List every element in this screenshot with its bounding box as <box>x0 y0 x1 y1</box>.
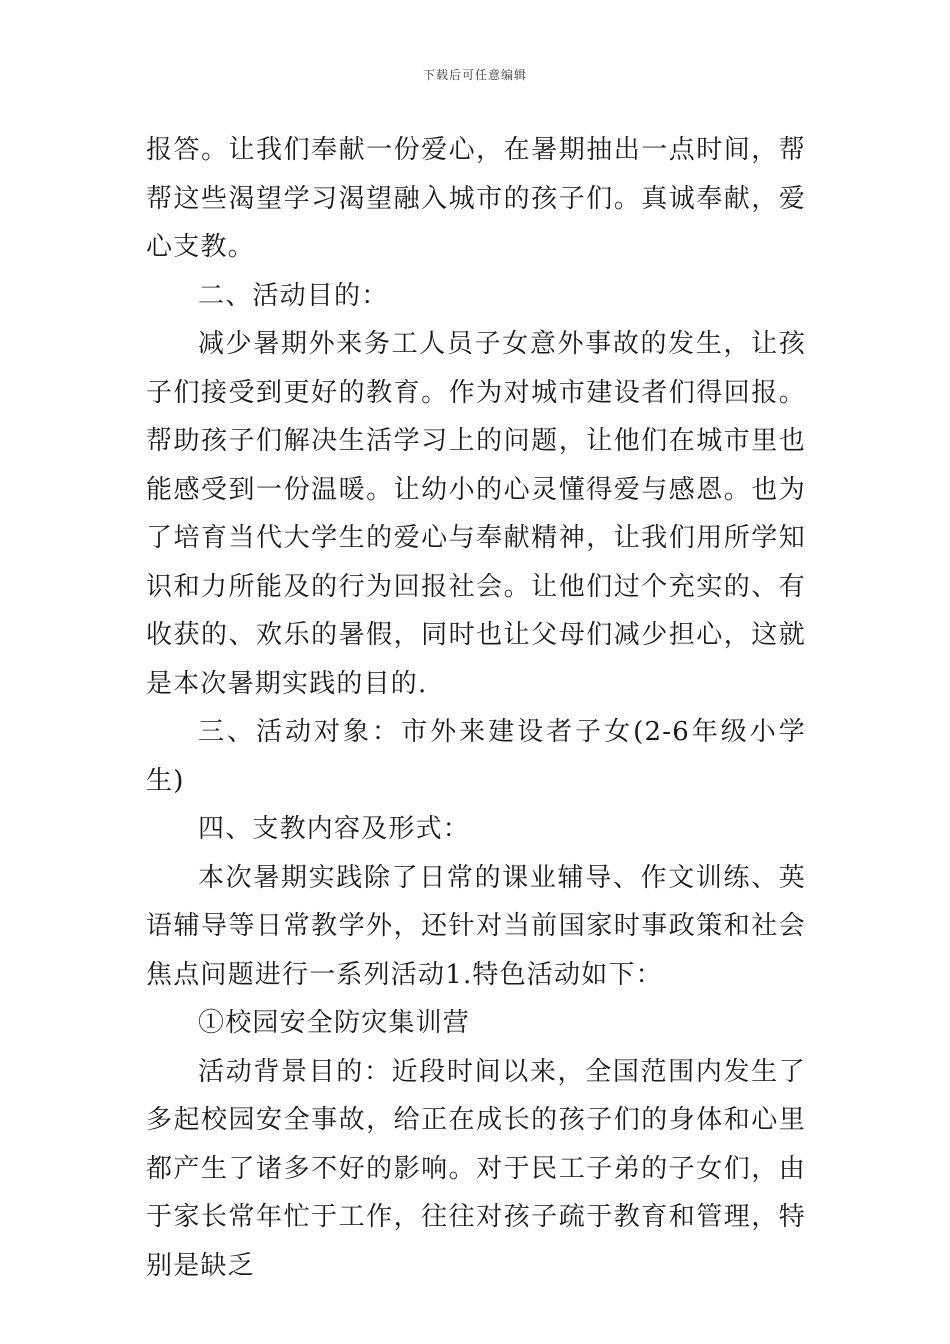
section-heading-activity-target: 三、活动对象：市外来建设者子女(2-6年级小学生) <box>146 717 806 796</box>
paragraph-teaching-content: 本次暑期实践除了日常的课业辅导、作文训练、英语辅导等日常教学外，还针对当前国家时事政策和社会焦点问题进行一系列活动1.特色活动如下： <box>146 862 806 990</box>
paragraph-activity-purpose: 减少暑期外来务工人员子女意外事故的发生，让孩子们接受到更好的教育。作为对城市建设者们得回报。帮助孩子们解决生活学习上的问题，让他们在城市里也能感受到一份温暖。让幼小的心灵懂得爱与感恩。也为了培育当代大学生的爱心与奉献精神，让我们用所学知识和力所能及的行为回报社会。让他们过个充实的、有收获的、欢乐的暑假，同时也让父母们减少担心，这就是本次暑期实践的目的. <box>146 329 806 699</box>
paragraph-activity-background: 活动背景目的：近段时间以来，全国范围内发生了多起校园安全事故，给正在成长的孩子们的身体和心里都产生了诸多不好的影响。对于民工子弟的子女们，由于家长常年忙于工作，往往对孩子疏于教育和管理，特别是缺乏 <box>146 1056 806 1281</box>
document-body <box>146 126 806 1290</box>
page-header: 下载后可任意编辑 <box>422 68 527 82</box>
subheading-campus-safety-camp: ①校园安全防灾集训营 <box>198 1008 471 1038</box>
section-heading-teaching-content: 四、支教内容及形式： <box>198 814 471 844</box>
paragraph-intro-continuation: 报答。让我们奉献一份爱心，在暑期抽出一点时间，帮帮这些渴望学习渴望融入城市的孩子们。真诚奉献，爱心支教。 <box>146 135 806 262</box>
section-heading-activity-purpose: 二、活动目的： <box>198 280 389 311</box>
